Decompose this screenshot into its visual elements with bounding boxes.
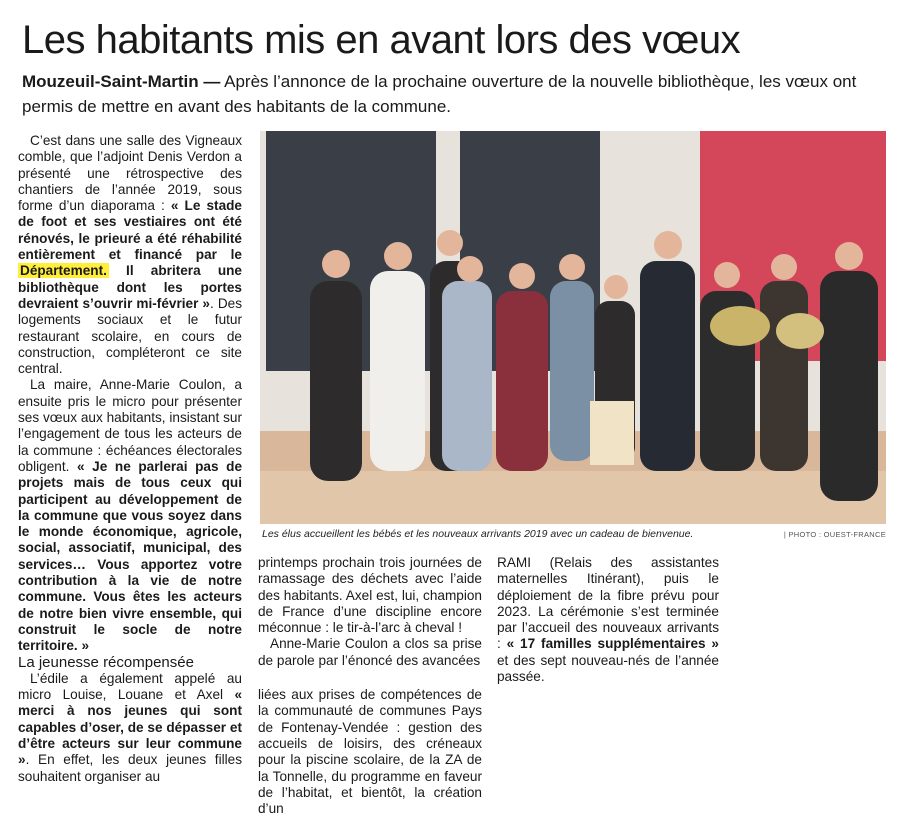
- photo-caption: Les élus accueillent les bébés et les nouveaux arrivants 2019 avec un cadeau de bienvenue.: [262, 528, 694, 540]
- dateline-location: Mouzeuil-Saint-Martin —: [22, 72, 221, 91]
- paragraph: [18, 377, 242, 654]
- article-column-2: [258, 555, 482, 817]
- paragraph: [497, 555, 719, 685]
- paragraph: [18, 133, 242, 377]
- paragraph: Anne-Marie Coulon a clos sa prise de parole par l’énoncé des avancées: [258, 636, 482, 668]
- text: . En effet, les deux jeunes filles souhaitent organiser au: [18, 752, 242, 784]
- quote: « merci à nos jeunes qui sont capables d’oser, de se dépasser et d’être acteurs sur leur commune »: [18, 687, 242, 768]
- paragraph: printemps prochain trois journées de ramassage des déchets avec l’aide des habitants. Axel est, lui, champion de France d’une discipline encore méconnue : le tir-à-l’arc à cheval !: [258, 555, 482, 636]
- paragraph: [18, 671, 242, 785]
- text: L’édile a également appelé au micro Louise, Louane et Axel: [18, 670, 242, 703]
- lead-text: Après l’annonce de la prochaine ouverture de la nouvelle bibliothèque, les vœux ont permis de mettre en avant des habitants de la commune.: [22, 72, 857, 116]
- article-column-1: [18, 133, 242, 785]
- quote: « Le stade de foot et ses vestiaires ont été rénovés, le prieuré a été réhabilité entièrement et financé par le: [18, 198, 242, 263]
- subheading: La jeunesse récompensée: [18, 653, 194, 671]
- text: . Des logements sociaux et le futur restaurant scolaire, en cours de construction, compléteront ce site central.: [18, 295, 242, 377]
- photo-credit: | PHOTO : OUEST-FRANCE: [783, 530, 886, 539]
- group-photo: [260, 131, 886, 524]
- text: RAMI (Relais des assistantes maternelles Itinérant), puis le déploiement de la fibre prévu pour 2023. La cérémonie s’est terminée par l’accueil des nouveaux arrivants :: [497, 555, 719, 652]
- article-column-3: [497, 555, 719, 685]
- headline: Les habitants mis en avant lors des vœux: [22, 18, 741, 62]
- quote: Il abritera une bibliothèque dont les portes devraient s’ouvrir mi-février »: [18, 263, 242, 311]
- group-photo-illustration: [260, 131, 886, 524]
- quote: « 17 familles supplémentaires »: [506, 636, 719, 652]
- lead-paragraph: [22, 69, 882, 119]
- quote: « Je ne parlerai pas de projets mais de tous ceux qui participent au développement de la commune que vous soyez dans le monde économique, agricole, social, associatif, municipal, des services… Vous apportez votre contribution à la vie de notre commune. Vous êtes les acteurs de notre bien vivre ensemble, qui construit le socle de notre territoire. »: [18, 458, 243, 654]
- text: La maire, Anne-Marie Coulon, a ensuite pris le micro pour présenter ses vœux aux habitants, insistant sur l’engagement de tous les acteurs de la commune : échéances électorales obligent.: [18, 377, 242, 474]
- text: et des sept nouveau-nés de l’année passée.: [497, 652, 719, 685]
- paragraph: liées aux prises de compétences de la communauté de communes Pays de Fontenay-Vendée : gestion des accueils de loisirs, des créneaux pour la piscine scolaire, de la ZA de la Tonnelle, du programme en faveur de l’habitat, et bientôt, la création d’un: [258, 687, 482, 817]
- text: C’est dans une salle des Vigneaux comble, que l’adjoint Denis Verdon a présenté une rétrospective des chantiers de l’année 2019, sous forme d’un diaporama :: [18, 133, 242, 214]
- highlighted-word: Département.: [20, 263, 107, 279]
